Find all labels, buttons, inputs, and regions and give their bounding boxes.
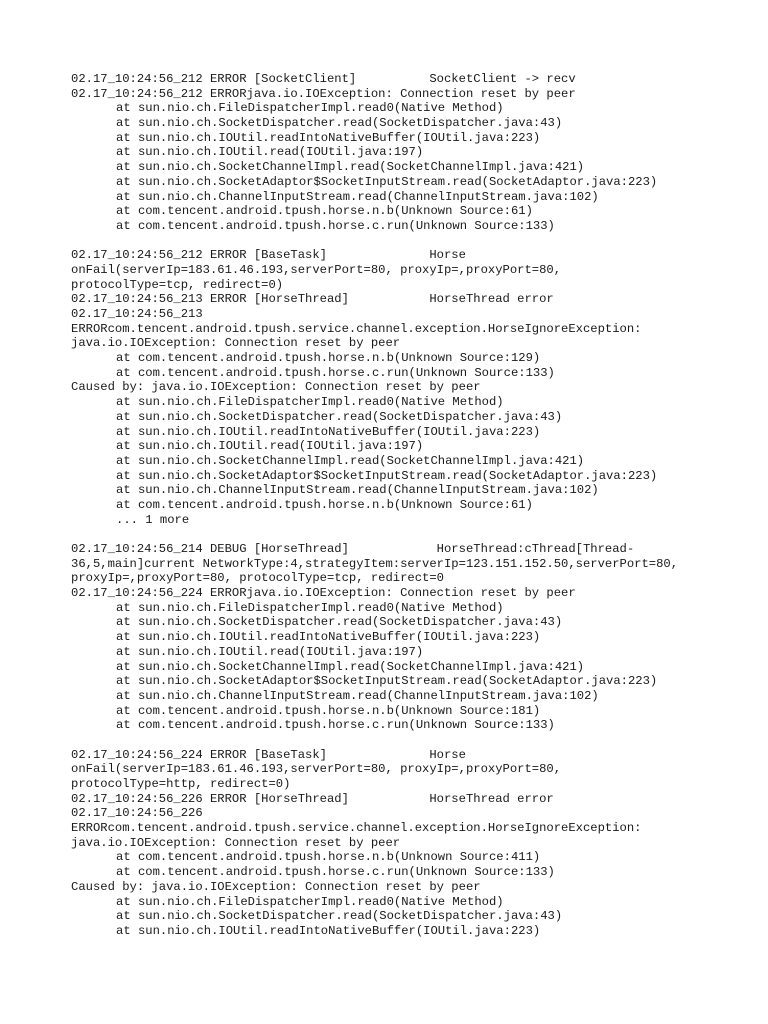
stack-trace-line: at com.tencent.android.tpush.horse.n.b(Unknown Source:411): [116, 850, 541, 865]
stack-trace-line: at sun.nio.ch.SocketChannelImpl.read(SocketChannelImpl.java:421): [116, 453, 585, 468]
stack-trace-line: at sun.nio.ch.SocketAdaptor$SocketInputStream.read(SocketAdaptor.java:223): [116, 468, 658, 483]
log-line: 02.17_10:24:56_213 ERROR [HorseThread] HorseThread error: [71, 292, 554, 307]
stack-trace-line: at sun.nio.ch.IOUtil.readIntoNativeBuffer(IOUtil.java:223): [116, 130, 541, 145]
log-line: protocolType=tcp, redirect=0): [71, 277, 284, 292]
stack-trace-line: at sun.nio.ch.SocketDispatcher.read(SocketDispatcher.java:43): [116, 116, 563, 131]
stack-trace-line: at com.tencent.android.tpush.horse.c.run(Unknown Source:133): [116, 365, 555, 380]
log-line: 02.17_10:24:56_226 ERROR [HorseThread] HorseThread error: [71, 791, 554, 806]
stack-trace-line: at sun.nio.ch.SocketDispatcher.read(SocketDispatcher.java:43): [116, 409, 563, 424]
stack-trace-line: at com.tencent.android.tpush.horse.c.run(Unknown Source:133): [116, 718, 555, 733]
log-line: 02.17_10:24:56_212 ERRORjava.io.IOException: Connection reset by peer: [71, 86, 576, 101]
log-line: java.io.IOException: Connection reset by peer: [71, 835, 401, 850]
stack-trace-line: at sun.nio.ch.ChannelInputStream.read(ChannelInputStream.java:102): [116, 483, 599, 498]
log-block: [71, 72, 751, 234]
block-separator: [71, 527, 751, 542]
stack-trace-line: at com.tencent.android.tpush.horse.n.b(Unknown Source:181): [116, 703, 541, 718]
stack-trace-line: at sun.nio.ch.IOUtil.readIntoNativeBuffer(IOUtil.java:223): [116, 630, 541, 645]
log-line: 02.17_10:24:56_224 ERROR [BaseTask] Horse: [71, 747, 466, 762]
stack-trace-line: at sun.nio.ch.IOUtil.read(IOUtil.java:197): [116, 644, 424, 659]
log-line: 02.17_10:24:56_226: [71, 806, 203, 821]
stack-trace-line: at sun.nio.ch.FileDispatcherImpl.read0(Native Method): [116, 101, 504, 116]
log-line: onFail(serverIp=183.61.46.193,serverPort=80, proxyIp=,proxyPort=80,: [71, 262, 562, 277]
stack-trace-line: at com.tencent.android.tpush.horse.n.b(Unknown Source:61): [116, 497, 533, 512]
stack-trace-line: at sun.nio.ch.IOUtil.read(IOUtil.java:197): [116, 145, 424, 160]
stack-trace-line: ... 1 more: [116, 512, 190, 527]
stack-trace-line: at sun.nio.ch.FileDispatcherImpl.read0(Native Method): [116, 395, 504, 410]
log-text: [71, 72, 751, 939]
block-separator: [71, 733, 751, 748]
stack-trace-line: at sun.nio.ch.IOUtil.read(IOUtil.java:197): [116, 439, 424, 454]
log-line: 02.17_10:24:56_224 ERRORjava.io.IOException: Connection reset by peer: [71, 586, 576, 601]
log-line: 02.17_10:24:56_212 ERROR [BaseTask] Horse: [71, 248, 466, 263]
stack-trace-line: at sun.nio.ch.SocketAdaptor$SocketInputStream.read(SocketAdaptor.java:223): [116, 174, 658, 189]
stack-trace-line: at sun.nio.ch.ChannelInputStream.read(ChannelInputStream.java:102): [116, 688, 599, 703]
log-line: onFail(serverIp=183.61.46.193,serverPort=80, proxyIp=,proxyPort=80,: [71, 762, 562, 777]
log-block: [71, 248, 751, 527]
stack-trace-line: at sun.nio.ch.IOUtil.readIntoNativeBuffer(IOUtil.java:223): [116, 424, 541, 439]
log-line: Caused by: java.io.IOException: Connection reset by peer: [71, 879, 481, 894]
stack-trace-line: at sun.nio.ch.SocketChannelImpl.read(SocketChannelImpl.java:421): [116, 659, 585, 674]
log-line: 02.17_10:24:56_214 DEBUG [HorseThread] HorseThread:cThread[Thread-: [71, 542, 635, 556]
stack-trace-line: at sun.nio.ch.FileDispatcherImpl.read0(Native Method): [116, 600, 504, 615]
block-separator: [71, 234, 751, 249]
log-block: [71, 748, 751, 939]
stack-trace-line: at sun.nio.ch.SocketDispatcher.read(SocketDispatcher.java:43): [116, 909, 563, 924]
log-line: proxyIp=,proxyPort=80, protocolType=tcp, redirect=0: [71, 571, 444, 586]
stack-trace-line: at com.tencent.android.tpush.horse.n.b(Unknown Source:129): [116, 351, 541, 366]
log-line: java.io.IOException: Connection reset by peer: [71, 336, 401, 351]
stack-trace-line: at sun.nio.ch.SocketChannelImpl.read(SocketChannelImpl.java:421): [116, 160, 585, 175]
stack-trace-line: at sun.nio.ch.SocketDispatcher.read(SocketDispatcher.java:43): [116, 615, 563, 630]
log-line: 36,5,main]current NetworkType:4,strategyItem:serverIp=123.151.152.50,serverPort=80,: [71, 556, 679, 571]
stack-trace-line: at sun.nio.ch.IOUtil.readIntoNativeBuffer(IOUtil.java:223): [116, 923, 541, 938]
stack-trace-line: at com.tencent.android.tpush.horse.n.b(Unknown Source:61): [116, 204, 533, 219]
stack-trace-line: at sun.nio.ch.FileDispatcherImpl.read0(Native Method): [116, 894, 504, 909]
log-line: ERRORcom.tencent.android.tpush.service.channel.exception.HorseIgnoreException:: [71, 821, 642, 836]
stack-trace-line: at sun.nio.ch.ChannelInputStream.read(ChannelInputStream.java:102): [116, 189, 599, 204]
log-line: 02.17_10:24:56_213: [71, 307, 203, 321]
log-line: ERRORcom.tencent.android.tpush.service.channel.exception.HorseIgnoreException:: [71, 321, 642, 336]
stack-trace-line: at com.tencent.android.tpush.horse.c.run(Unknown Source:133): [116, 865, 555, 880]
stack-trace-line: at com.tencent.android.tpush.horse.c.run(Unknown Source:133): [116, 218, 555, 233]
log-line: Caused by: java.io.IOException: Connection reset by peer: [71, 380, 481, 395]
stack-trace-line: at sun.nio.ch.SocketAdaptor$SocketInputStream.read(SocketAdaptor.java:223): [116, 674, 658, 689]
log-line: protocolType=http, redirect=0): [71, 777, 291, 791]
log-line: 02.17_10:24:56_212 ERROR [SocketClient] SocketClient -> recv: [71, 72, 576, 86]
log-block: [71, 542, 751, 733]
